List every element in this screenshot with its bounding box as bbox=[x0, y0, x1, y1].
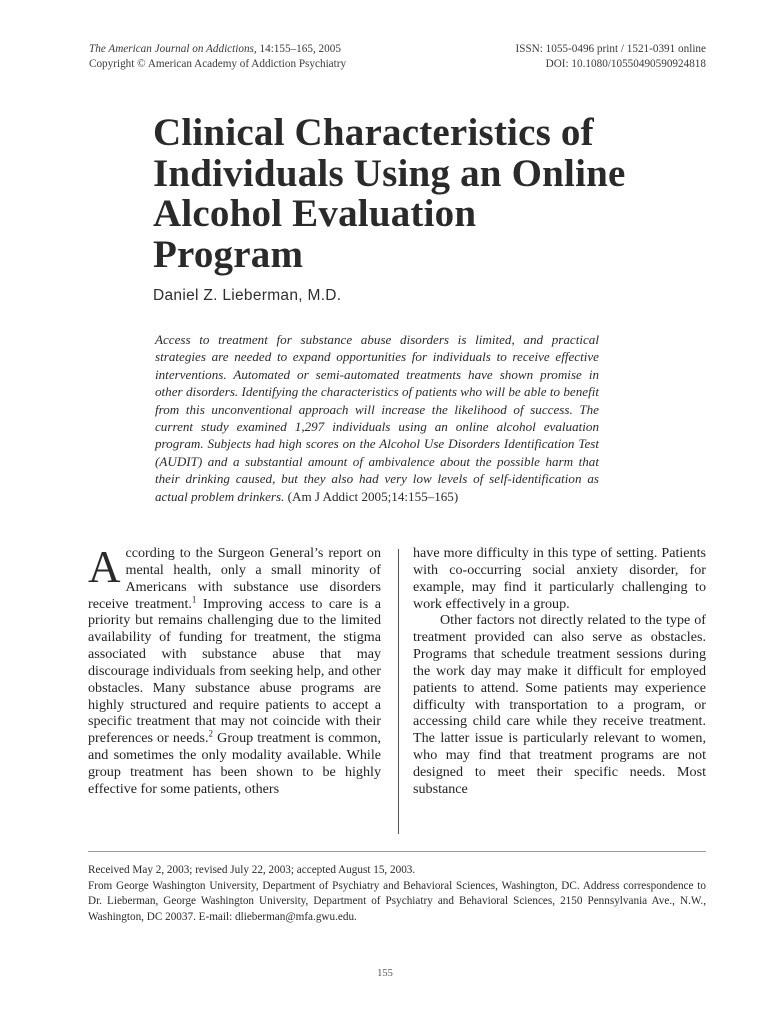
copyright-line: Copyright © American Academy of Addiction Psychiatry bbox=[89, 58, 347, 70]
body-column-right bbox=[413, 545, 706, 798]
footnote bbox=[88, 863, 706, 925]
author-affiliation: From George Washington University, Department of Psychiatry and Behavioral Sciences, Washington, DC. Address correspondence to Dr. Lieberman, George Washington University, Department of Psychiatry and Behavioral Sciences, 2150 Pennsylvania Ave., N.W., Washington, DC 20037. E-mail: dlieberman@mfa.gwu.edu. bbox=[88, 879, 706, 923]
body-paragraph: Other factors not directly related to the type of treatment provided can also serve as obstacles. Programs that schedule treatment sessions during the work day may make it difficult for employed patients to attend. Some patients may experience difficulty with transportation to a program, or accessing child care while they receive treatment. The latter issue is particularly relevant to women, who may find that treatment programs are not designed to meet their specific needs. Most substance bbox=[413, 612, 706, 797]
body-paragraph: have more difficulty in this type of setting. Patients with co-occurring social anxiety disorder, for example, may find it particularly challenging to work effectively in a group. bbox=[413, 545, 706, 612]
reference-marker[interactable]: 1 bbox=[191, 593, 197, 604]
title-line: Clinical Characteristics of bbox=[153, 111, 594, 154]
article-title bbox=[153, 113, 733, 275]
drop-cap: A bbox=[88, 542, 121, 592]
title-line: Individuals Using an Online bbox=[153, 151, 626, 195]
body-text: Group treatment is common, and sometimes the only modality available. While group treatment has been shown to be highly effective for some patients, others bbox=[88, 730, 381, 797]
journal-name: The American Journal on Addictions bbox=[89, 43, 254, 55]
body-paragraph bbox=[88, 542, 381, 798]
running-header-right bbox=[516, 42, 707, 72]
journal-volume-pages: , 14:155–165, 2005 bbox=[253, 43, 341, 55]
issn-line: ISSN: 1055-0496 print / 1521-0391 online bbox=[515, 43, 706, 55]
title-line: Program bbox=[153, 232, 304, 276]
page-number: 155 bbox=[377, 968, 393, 979]
column-divider bbox=[398, 549, 399, 834]
body-text: Improving access to care is a priority but remains challenging due to the limited availability of funding for treatment, the stigma associated with substance abuse that may discourage individuals from seeking help, and other obstacles. Many substance abuse programs are highly structured and require patients to accept a specific treatment that may not coincide with their preferences or needs. bbox=[88, 595, 381, 747]
body-column-left bbox=[88, 542, 381, 798]
abstract-text: Access to treatment for substance abuse disorders is limited, and practical strategies are needed to expand opportunities for individuals to receive effective interventions. Automated or semi-automated treatments have shown promise in other disorders. Identifying the characteristics of patients who will be able to benefit from this unconventional approach will increase the likelihood of success. The current study examined 1,297 individuals using an online alcohol evaluation program. Subjects had high scores on the Alcohol Use Disorders Identification Test (AUDIT) and a substantial amount of ambivalence about the possible harm that their drinking caused, but they also had very low levels of self-identification as actual problem drinkers. bbox=[155, 332, 599, 504]
abstract-citation: (Am J Addict 2005;14:155–165) bbox=[284, 488, 459, 504]
body-text: ccording to the Surgeon General’s report on mental health, only a small minority of Americans with substance use disorders receive treatment. bbox=[88, 545, 381, 612]
running-header-left bbox=[89, 42, 346, 72]
doi-line: DOI: 10.1080/10550490590924818 bbox=[545, 58, 706, 70]
reference-marker[interactable]: 2 bbox=[208, 728, 214, 739]
footnote-divider bbox=[88, 851, 706, 852]
title-line: Alcohol Evaluation bbox=[153, 192, 477, 235]
journal-citation-line bbox=[89, 42, 346, 57]
received-dates: Received May 2, 2003; revised July 22, 2003; accepted August 15, 2003. bbox=[88, 864, 416, 876]
abstract bbox=[155, 331, 599, 505]
author-name: Daniel Z. Lieberman, M.D. bbox=[153, 287, 342, 304]
